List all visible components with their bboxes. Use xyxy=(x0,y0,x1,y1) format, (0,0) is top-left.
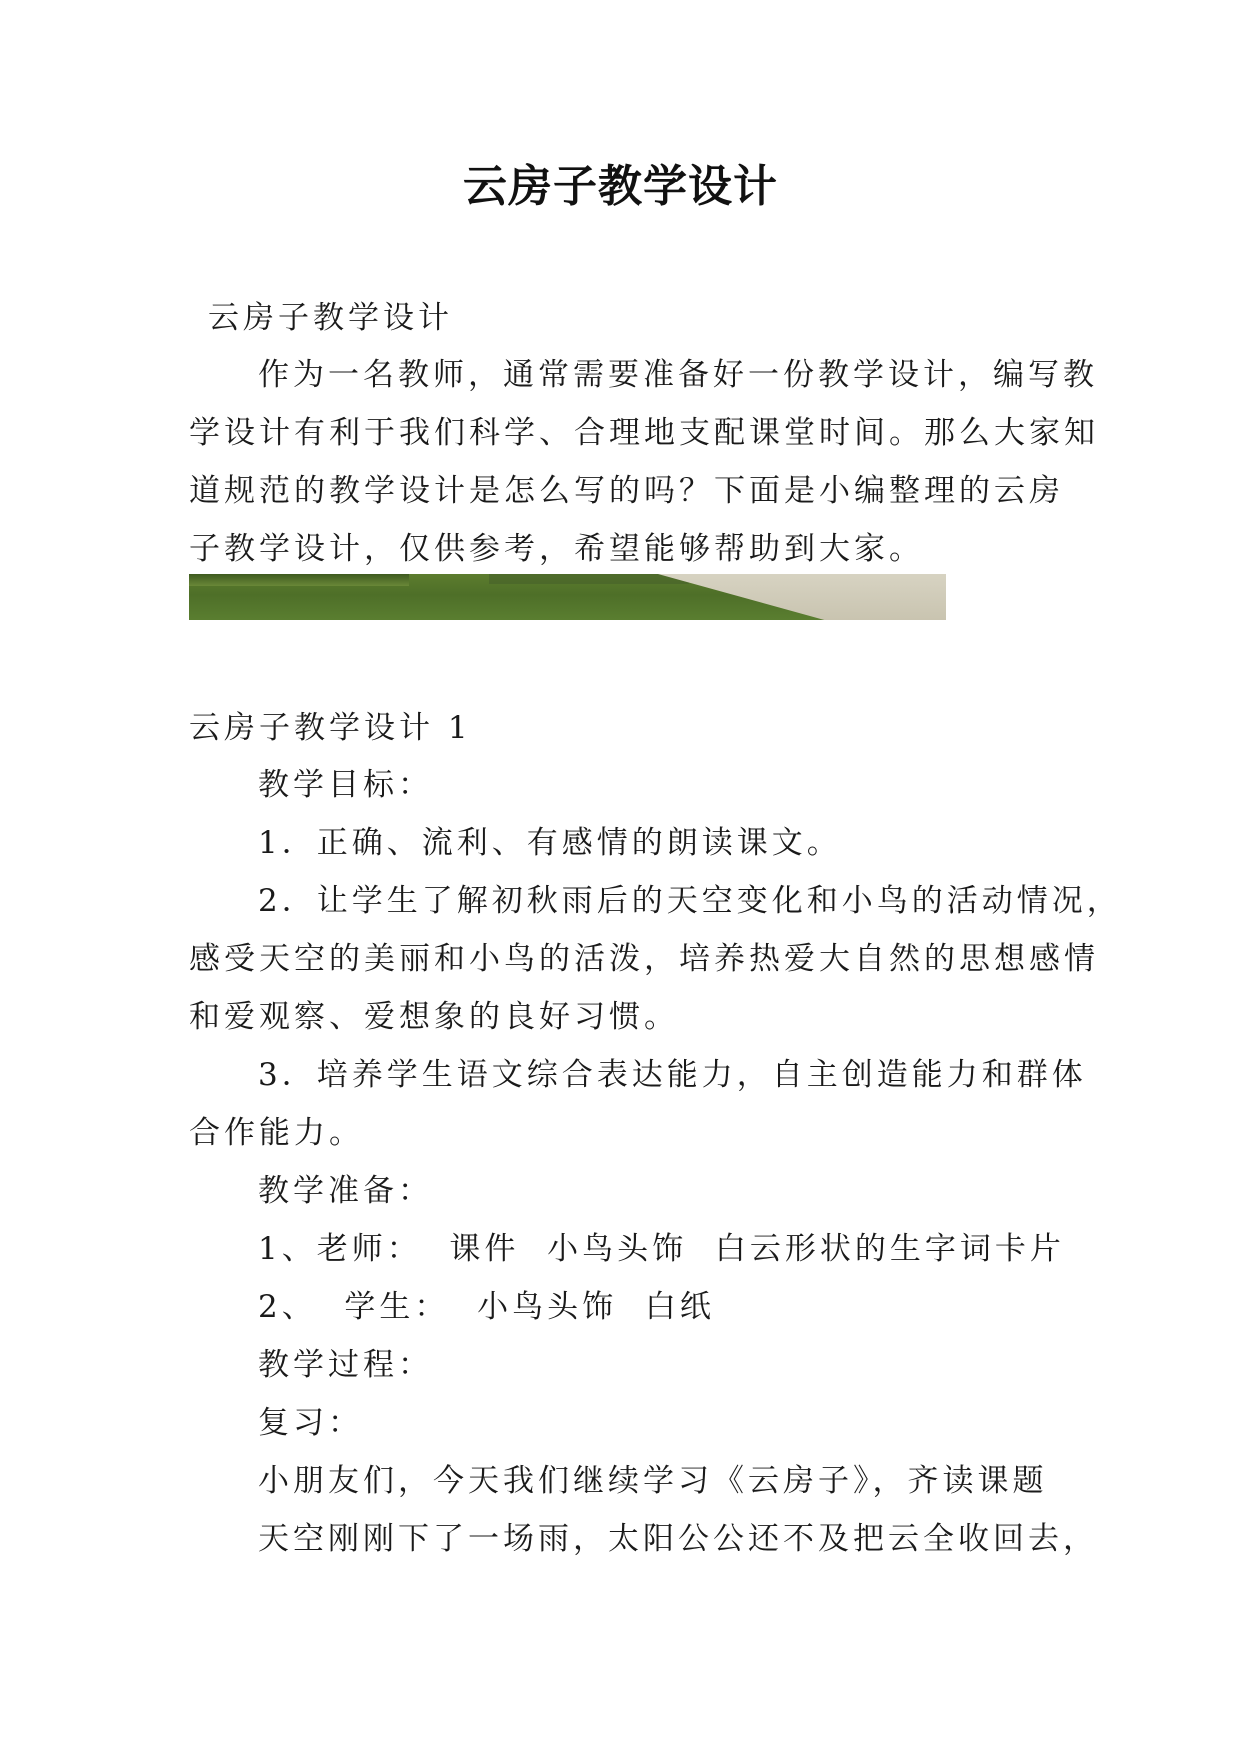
hedge-shape xyxy=(189,574,409,586)
goal-2-line-3: 和爱观察、爱想象的良好习惯。 xyxy=(189,999,679,1035)
prep-2: 2、 学生： 小鸟头饰 白纸 xyxy=(258,1289,715,1325)
process-label: 教学过程： xyxy=(258,1347,433,1383)
intro-line-2: 学设计有利于我们科学、合理地支配课堂时间。那么大家知 xyxy=(189,415,1099,451)
goal-3-line-2: 合作能力。 xyxy=(189,1115,364,1151)
intro-line-3: 道规范的教学设计是怎么写的吗？下面是小编整理的云房 xyxy=(189,473,1064,509)
review-line-1: 小朋友们，今天我们继续学习《云房子》，齐读课题 xyxy=(258,1463,1048,1499)
goal-1: 1．正确、流利、有感情的朗读课文。 xyxy=(258,825,842,861)
document-subtitle: 云房子教学设计 xyxy=(208,300,453,336)
shade-shape xyxy=(489,574,689,584)
intro-line-4: 子教学设计，仅供参考，希望能够帮助到大家。 xyxy=(189,531,924,567)
intro-line-1: 作为一名教师，通常需要准备好一份教学设计，编写教 xyxy=(258,357,1098,393)
review-line-2: 天空刚刚下了一场雨，太阳公公还不及把云全收回去， xyxy=(258,1521,1098,1557)
goals-label: 教学目标： xyxy=(258,767,433,803)
goal-2-line-1: 2．让学生了解初秋雨后的天空变化和小鸟的活动情况， xyxy=(258,883,1122,919)
document-title: 云房子教学设计 xyxy=(463,161,778,212)
review-label: 复习： xyxy=(258,1405,363,1441)
goal-2-line-2: 感受天空的美丽和小鸟的活泼，培养热爱大自然的思想感情 xyxy=(189,941,1099,977)
prep-label: 教学准备： xyxy=(258,1173,433,1209)
goal-3-line-1: 3．培养学生语文综合表达能力，自主创造能力和群体 xyxy=(258,1057,1087,1093)
section-heading: 云房子教学设计 1 xyxy=(189,710,472,746)
lawn-photo xyxy=(189,574,946,620)
prep-1: 1、老师： 课件 小鸟头饰 白云形状的生字词卡片 xyxy=(258,1231,1065,1267)
